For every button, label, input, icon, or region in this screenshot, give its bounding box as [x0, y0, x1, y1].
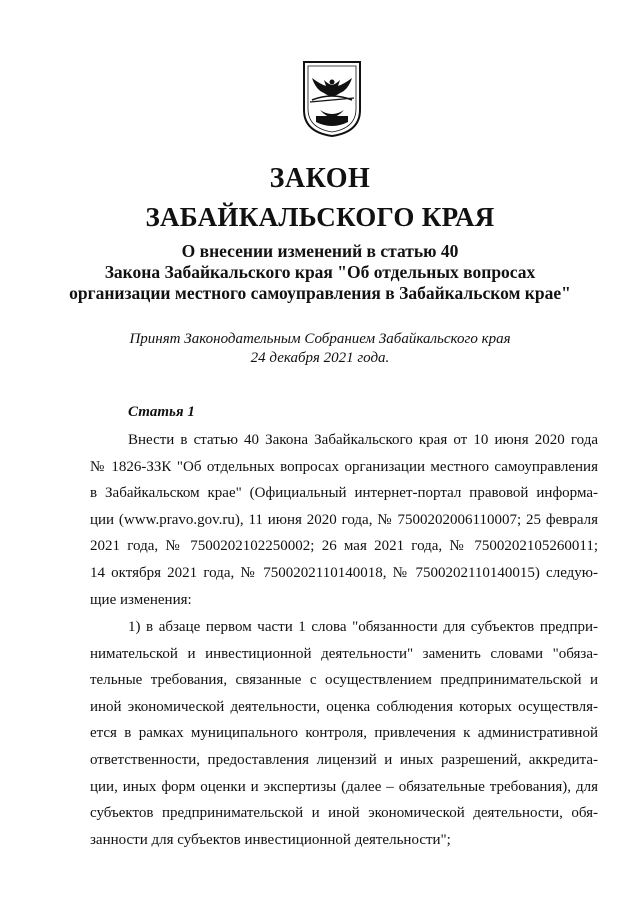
- paragraph-line: иной экономической деятельности, оценка соблюдения которых осуществля-: [90, 698, 598, 715]
- article-paragraph-2: [90, 614, 598, 853]
- subject-line: Закона Забайкальского края "Об отдельных вопросах: [104, 262, 536, 282]
- subject-line: О внесении изменений в статью 40: [181, 241, 459, 261]
- paragraph-line: в Забайкальском крае" (Официальный интернет-портал правовой информа-: [90, 485, 598, 502]
- article-heading: Статья 1: [128, 404, 195, 420]
- paragraph-line: тельные требования, связанные с осуществлением предпринимательской и: [90, 672, 598, 689]
- adoption-line: Принят Законодательным Собранием Забайкальского края: [129, 331, 511, 347]
- paragraph-line: ответственности, предоставления лицензий и иных разрешений, аккредита-: [90, 751, 598, 768]
- coat-of-arms-icon: [302, 60, 362, 138]
- paragraph-line: щие изменения:: [90, 591, 192, 608]
- paragraph-line: нимательской и инвестиционной деятельности" заменить словами "обяза-: [90, 645, 598, 662]
- subject-line: организации местного самоуправления в Забайкальском крае": [69, 283, 571, 303]
- adoption-date: 24 декабря 2021 года.: [250, 350, 390, 366]
- law-title: ЗАКОН: [269, 163, 371, 194]
- paragraph-line: ется в рамках муниципального контроля, привлечения к административной: [90, 725, 598, 742]
- article-paragraph-1: [90, 427, 598, 613]
- paragraph-line: № 1826-ЗЗК "Об отдельных вопросах организации местного самоуправления: [90, 458, 598, 475]
- law-region-title: ЗАБАЙКАЛЬСКОГО КРАЯ: [145, 202, 495, 232]
- emblem-bird-head: [330, 80, 335, 85]
- law-subject: [0, 241, 640, 304]
- paragraph-line: субъектов предпринимательской и иной экономической деятельности, обя-: [90, 805, 598, 822]
- paragraph-line: ции (www.pravo.gov.ru), 11 июня 2020 года, № 7500202006110007; 25 февраля: [90, 511, 598, 528]
- paragraph-line: ции, иных форм оценки и экспертизы (далее – обязательные требования), для: [90, 778, 598, 795]
- paragraph-line: 1) в абзаце первом части 1 слова "обязанности для субъектов предпри-: [128, 619, 598, 635]
- paragraph-line: занности для субъектов инвестиционной деятельности";: [90, 831, 451, 848]
- paragraph-line: Внести в статью 40 Закона Забайкальского края от 10 июня 2020 года: [128, 432, 598, 448]
- paragraph-line: 2021 года, № 7500202102250002; 26 мая 2021 года, № 7500202105260011;: [90, 538, 598, 555]
- adoption-note: [0, 330, 640, 368]
- paragraph-line: 14 октября 2021 года, № 7500202110140018, № 7500202110140015) следую-: [90, 564, 598, 581]
